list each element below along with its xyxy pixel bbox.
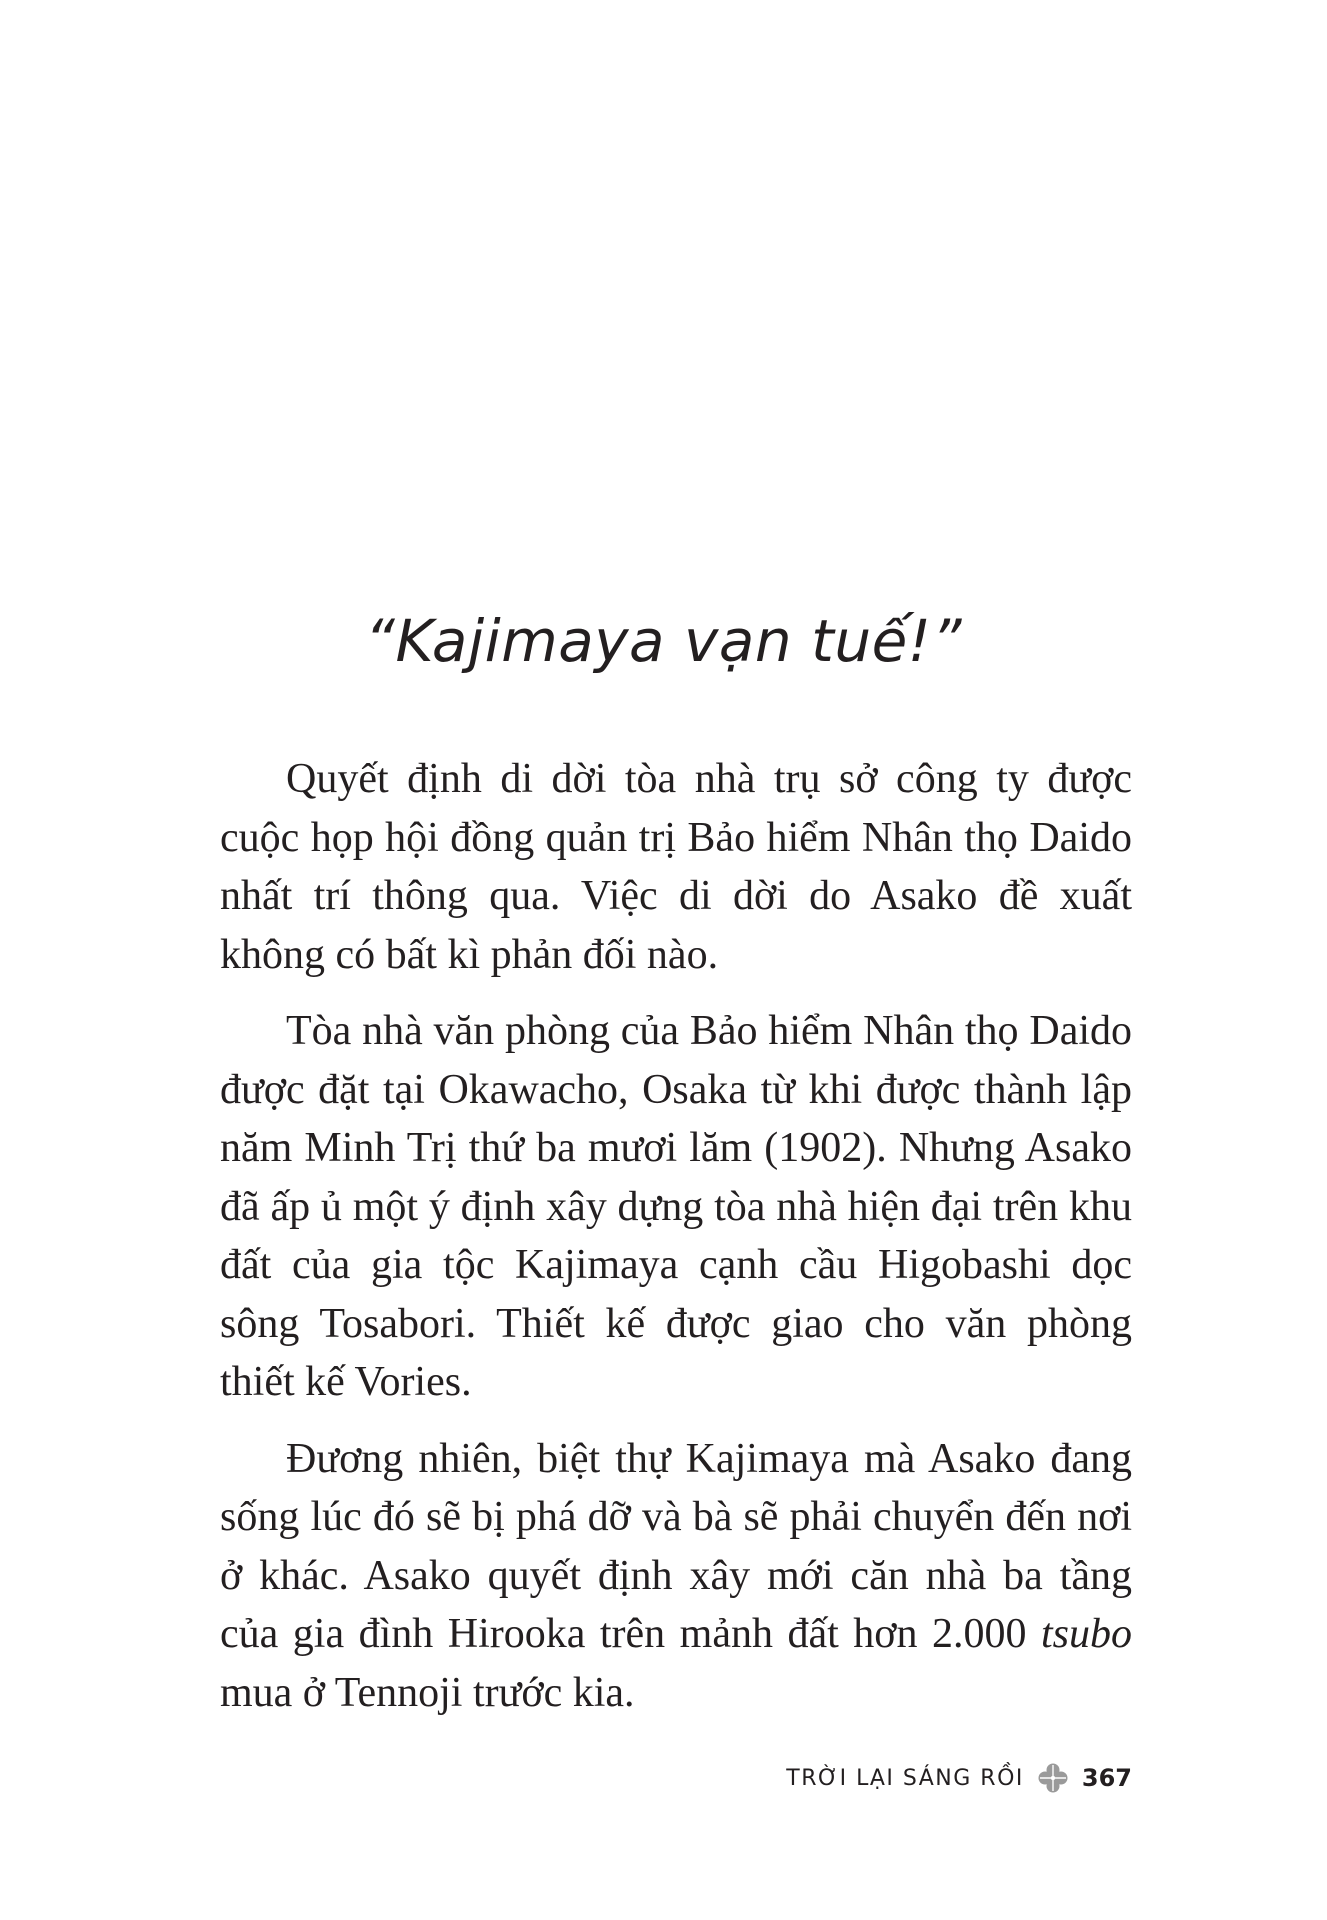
paragraph-3-italic-term: tsubo: [1040, 1611, 1132, 1657]
paragraph-1: Quyết định di dời tòa nhà trụ sở công ty được cuộc họp hội đồng quản trị Bảo hiểm Nhân thọ Daido nhất trí thông qua. Việc di dời do Asako đề xuất không có bất kì phản đối nào.: [220, 756, 1132, 978]
running-head: TRỜI LẠI SÁNG RỒI: [786, 1765, 1024, 1791]
paragraph-3-text-a: Đương nhiên, biệt thự Kajimaya mà Asako đang sống lúc đó sẽ bị phá dỡ và bà sẽ phải chuyển đến nơi ở khác. Asako quyết định xây mới căn nhà ba tầng của gia đình Hirooka trên mảnh đất hơn 2.000: [220, 1435, 1132, 1657]
paragraph-3: [220, 1430, 1132, 1723]
paragraph-2: Tòa nhà văn phòng của Bảo hiểm Nhân thọ Daido được đặt tại Okawacho, Osaka từ khi được thành lập năm Minh Trị thứ ba mươi lăm (1902). Nhưng Asako đã ấp ủ một ý định xây dựng tòa nhà hiện đại trên khu đất của gia tộc Kajimaya cạnh cầu Higobashi dọc sông Tosabori. Thiết kế được giao cho văn phòng thiết kế Vories.: [220, 1008, 1132, 1405]
clover-icon: [1036, 1761, 1070, 1795]
chapter-title: “Kajimaya vạn tuế!”: [364, 606, 963, 675]
page-footer: [786, 1758, 1132, 1798]
paragraph-3-text-b: mua ở Tennoji trước kia.: [220, 1669, 635, 1716]
page-number: 367: [1081, 1764, 1132, 1792]
body-text: [220, 750, 1132, 1740]
